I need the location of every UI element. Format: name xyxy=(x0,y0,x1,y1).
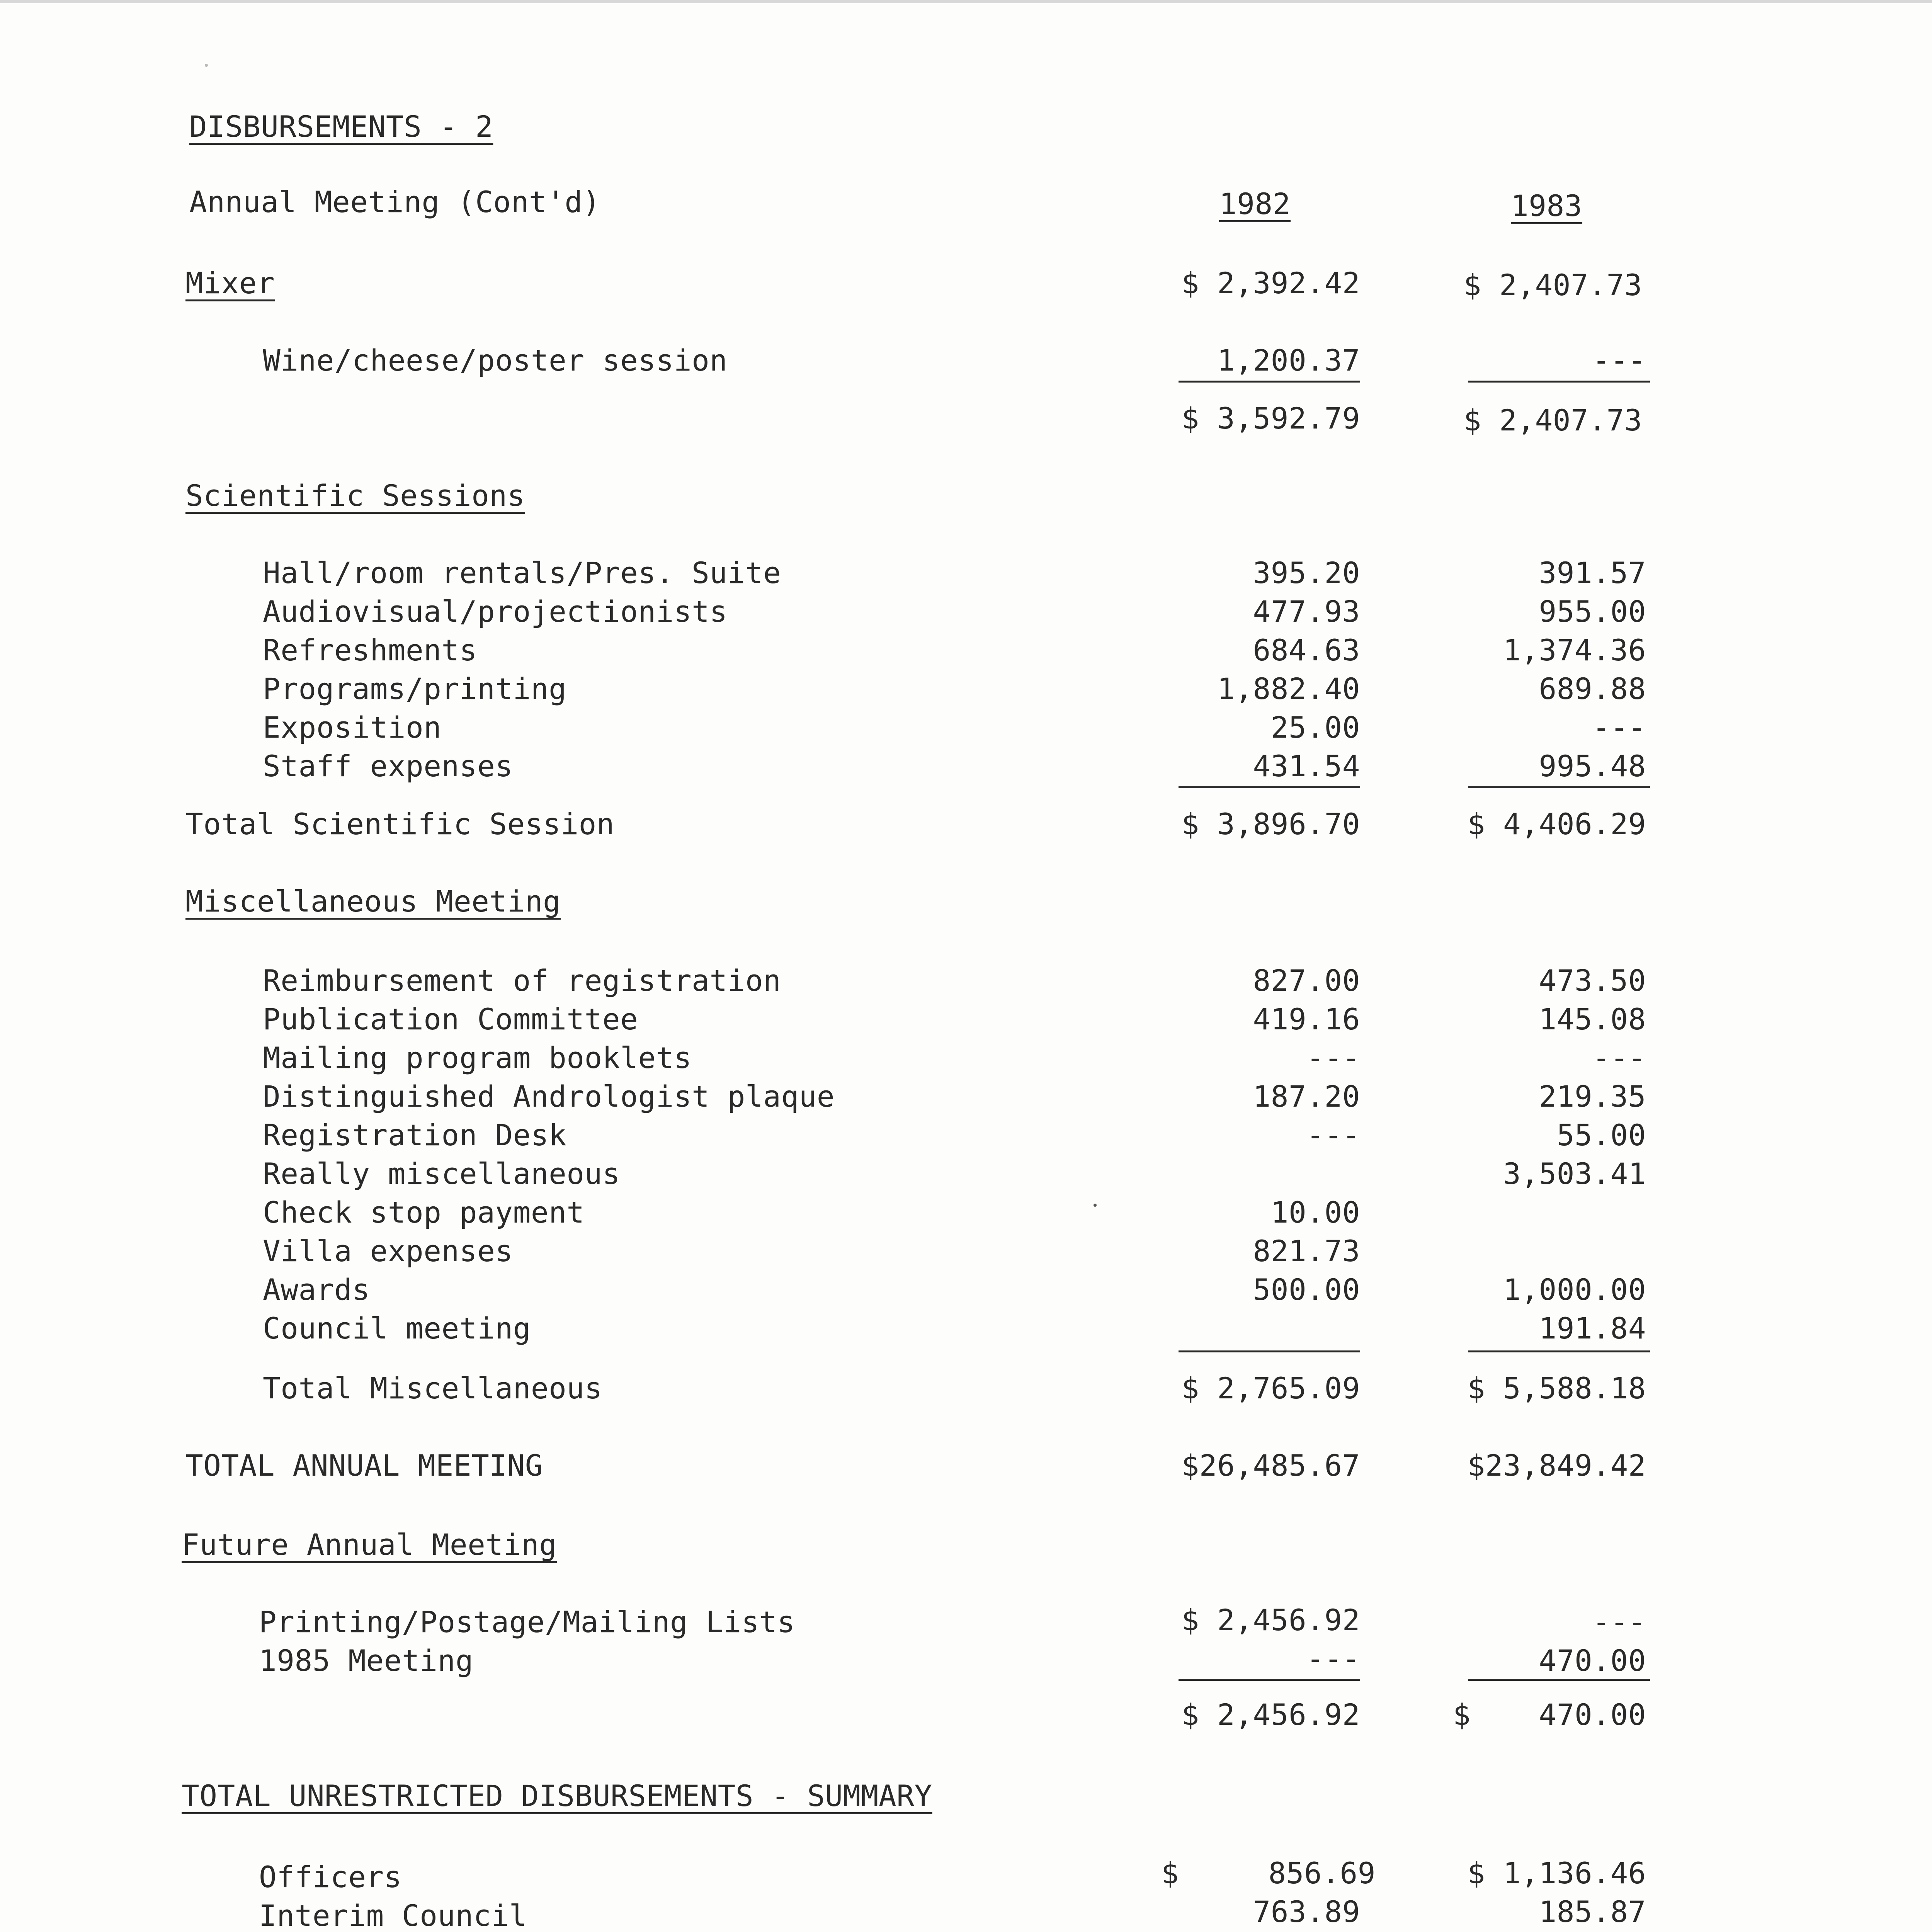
total-value-1983: $ 5,588.18 xyxy=(1467,1371,1646,1405)
row-value-1982: 1,882.40 xyxy=(1217,672,1360,706)
row-value-1982: 10.00 xyxy=(1270,1195,1360,1230)
subtotal-1983: 470.00 xyxy=(1539,1697,1646,1732)
row-label: Audiovisual/projectionists xyxy=(263,594,728,629)
row-label: Hall/room rentals/Pres. Suite xyxy=(263,556,781,590)
row-value-1983: --- xyxy=(1592,710,1646,745)
row-value-1983: 473.50 xyxy=(1539,963,1646,998)
subtotal-1983-dollar: $ xyxy=(1453,1697,1471,1732)
row-label: Refreshments xyxy=(263,633,478,667)
row-label: Distinguished Andrologist plaque xyxy=(263,1079,835,1114)
row-value-1983: --- xyxy=(1592,343,1646,378)
row-label: Villa expenses xyxy=(263,1234,513,1268)
miscellaneous-heading: Miscellaneous Meeting xyxy=(185,884,561,918)
subtotal-1982: $ 3,592.79 xyxy=(1181,401,1360,435)
row-value-1983: 470.00 xyxy=(1539,1643,1646,1678)
row-value-1982: --- xyxy=(1306,1041,1360,1075)
row-value-1982: 856.69 xyxy=(1268,1856,1376,1890)
row-value-1982: 419.16 xyxy=(1253,1002,1360,1036)
officers-dollar-sign: $ xyxy=(1161,1856,1179,1890)
row-value-1982: 684.63 xyxy=(1253,633,1360,667)
row-value-1982: 763.89 xyxy=(1253,1895,1360,1929)
row-value-1982: --- xyxy=(1306,1641,1360,1676)
row-label: Registration Desk xyxy=(263,1118,567,1152)
section-subtitle: Annual Meeting (Cont'd) xyxy=(189,185,600,219)
total-annual-meeting-label: TOTAL ANNUAL MEETING xyxy=(185,1448,543,1483)
row-label: Council meeting xyxy=(263,1311,531,1345)
scientific-sessions-heading: Scientific Sessions xyxy=(185,478,525,513)
summary-heading: TOTAL UNRESTRICTED DISBURSEMENTS - SUMMARY xyxy=(182,1779,932,1813)
future-annual-meeting-heading: Future Annual Meeting xyxy=(182,1527,557,1562)
row-value-1982: 187.20 xyxy=(1253,1079,1360,1114)
row-value-1983: --- xyxy=(1592,1605,1646,1639)
row-label: Staff expenses xyxy=(263,749,513,783)
mixer-value-1983: $ 2,407.73 xyxy=(1463,268,1642,302)
underline-rule xyxy=(1179,786,1360,788)
total-label: Total Miscellaneous xyxy=(263,1371,602,1405)
row-value-1983: 145.08 xyxy=(1539,1002,1646,1036)
row-value-1983: 955.00 xyxy=(1539,594,1646,629)
row-label: Mailing program booklets xyxy=(263,1041,692,1075)
row-label: Check stop payment xyxy=(263,1195,585,1230)
row-value-1983: 1,374.36 xyxy=(1503,633,1646,667)
row-value-1982: $ 2,456.92 xyxy=(1181,1603,1360,1637)
row-value-1982: 25.00 xyxy=(1270,710,1360,745)
row-value-1982: 827.00 xyxy=(1253,963,1360,998)
row-value-1983: --- xyxy=(1592,1041,1646,1075)
scan-speck xyxy=(205,64,208,67)
row-value-1983: 219.35 xyxy=(1539,1079,1646,1114)
row-value-1983: 689.88 xyxy=(1539,672,1646,706)
row-value-1982: 500.00 xyxy=(1253,1272,1360,1307)
underline-rule xyxy=(1468,1350,1650,1352)
row-label: Publication Committee xyxy=(263,1002,638,1036)
row-value-1982: 1,200.37 xyxy=(1217,343,1360,378)
row-label: 1985 Meeting xyxy=(259,1643,474,1678)
row-label: Officers xyxy=(259,1860,402,1894)
row-value-1983: 185.87 xyxy=(1539,1895,1646,1929)
row-label: Wine/cheese/poster session xyxy=(263,343,728,378)
page-title: DISBURSEMENTS - 2 xyxy=(189,109,493,144)
total-value-1983: $23,849.42 xyxy=(1467,1448,1646,1483)
underline-rule xyxy=(1468,1679,1650,1681)
total-label: Total Scientific Session xyxy=(185,807,615,841)
underline-rule xyxy=(1468,381,1650,383)
row-value-1982: 821.73 xyxy=(1253,1234,1360,1268)
total-value-1982: $26,485.67 xyxy=(1181,1448,1360,1483)
row-label: Programs/printing xyxy=(263,672,567,706)
row-value-1983: 995.48 xyxy=(1539,749,1646,783)
total-value-1982: $ 2,765.09 xyxy=(1181,1371,1360,1405)
row-value-1982: 395.20 xyxy=(1253,556,1360,590)
mixer-heading: Mixer xyxy=(185,266,275,300)
row-value-1983: 3,503.41 xyxy=(1503,1156,1646,1191)
row-value-1983: $ 1,136.46 xyxy=(1467,1856,1646,1890)
row-value-1982: 431.54 xyxy=(1253,749,1360,783)
row-label: Exposition xyxy=(263,710,442,745)
column-header-1983: 1983 xyxy=(1511,189,1583,223)
subtotal-1982: $ 2,456.92 xyxy=(1181,1697,1360,1732)
row-value-1983: 391.57 xyxy=(1539,556,1646,590)
underline-rule xyxy=(1468,786,1650,788)
mixer-value-1982: $ 2,392.42 xyxy=(1181,266,1360,300)
row-value-1983: 191.84 xyxy=(1539,1311,1646,1345)
row-value-1983: 55.00 xyxy=(1556,1118,1646,1152)
row-label: Really miscellaneous xyxy=(263,1156,621,1191)
underline-rule xyxy=(1179,1679,1360,1681)
page-edge xyxy=(0,0,1932,3)
row-value-1983: 1,000.00 xyxy=(1503,1272,1646,1307)
total-value-1983: $ 4,406.29 xyxy=(1467,807,1646,841)
row-value-1982: --- xyxy=(1306,1118,1360,1152)
underline-rule xyxy=(1179,1350,1360,1352)
row-label: Reimbursement of registration xyxy=(263,963,781,998)
column-header-1982: 1982 xyxy=(1219,187,1291,221)
scan-speck xyxy=(1094,1204,1097,1207)
row-label: Printing/Postage/Mailing Lists xyxy=(259,1605,795,1639)
row-label: Awards xyxy=(263,1272,370,1307)
total-value-1982: $ 3,896.70 xyxy=(1181,807,1360,841)
row-label: Interim Council xyxy=(259,1898,527,1932)
row-value-1982: 477.93 xyxy=(1253,594,1360,629)
underline-rule xyxy=(1179,381,1360,383)
subtotal-1983: $ 2,407.73 xyxy=(1463,403,1642,437)
